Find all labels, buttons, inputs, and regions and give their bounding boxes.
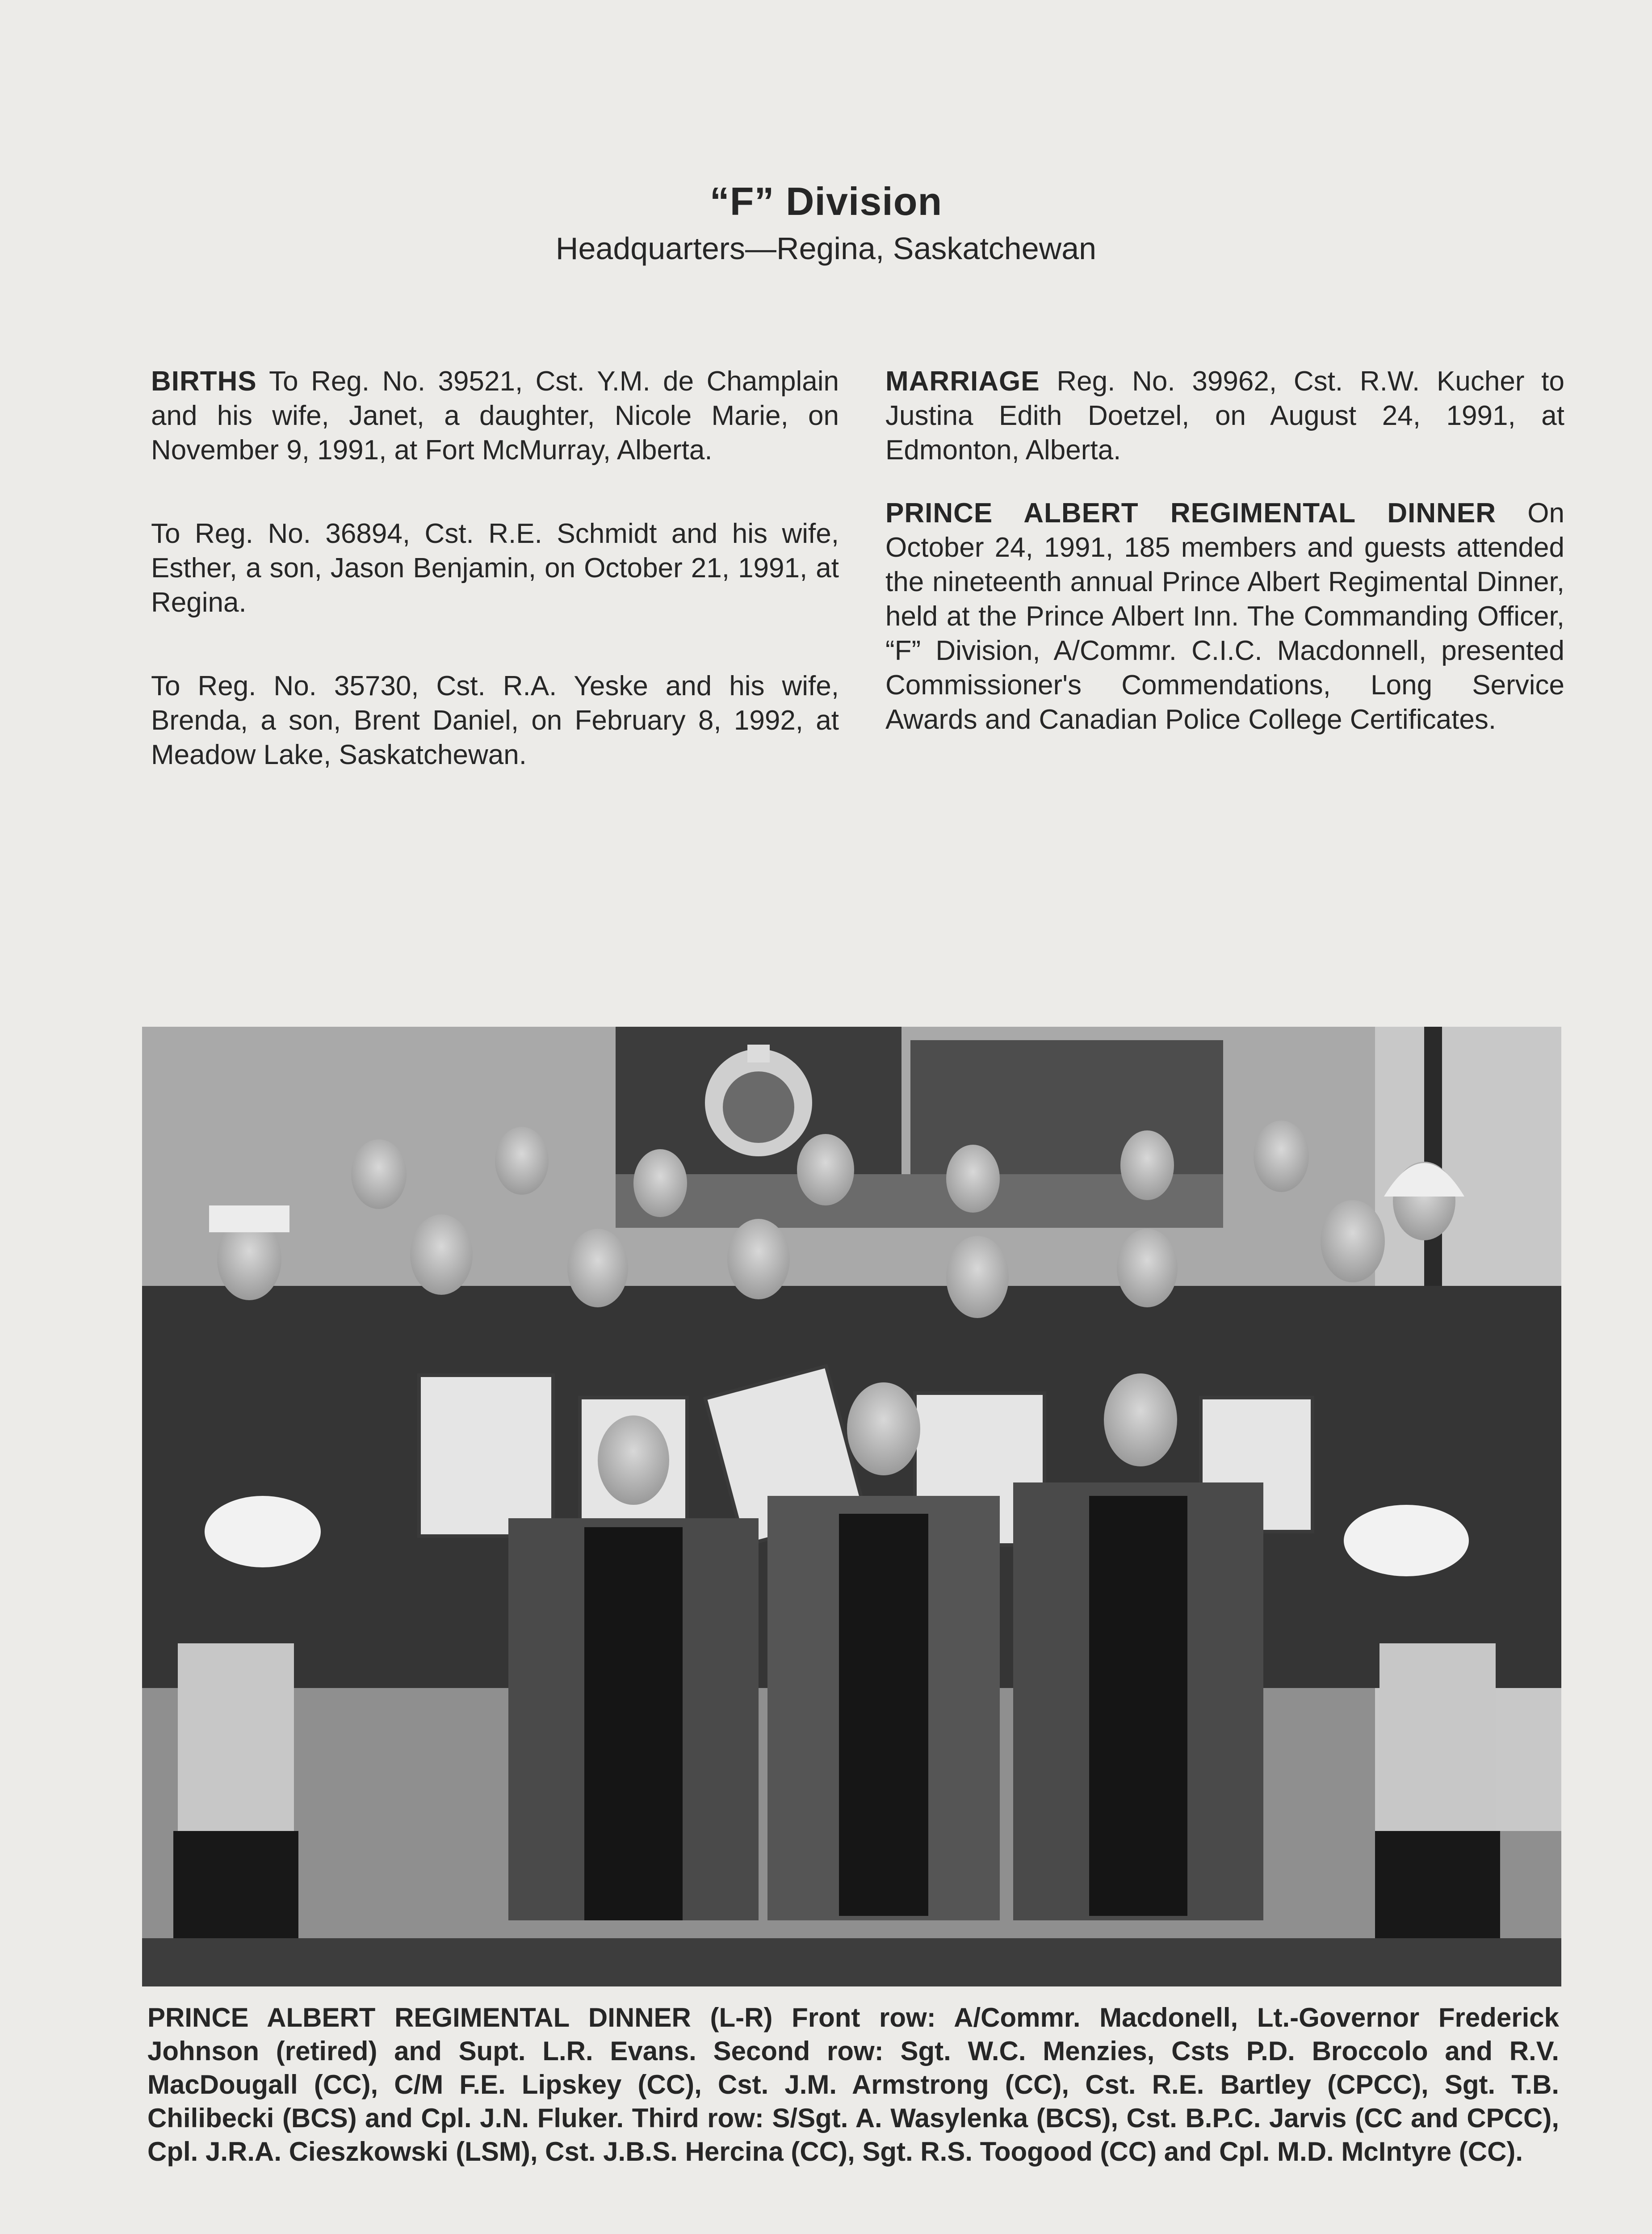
birth-entry: To Reg. No. 36894, Cst. R.E. Schmidt and his wife, Esther, a son, Jason Benjamin, on October 21, 1991, at Regina. bbox=[151, 518, 839, 618]
marriage-label: MARRIAGE bbox=[885, 366, 1040, 397]
group-photo bbox=[142, 1027, 1561, 1986]
front-row bbox=[508, 1373, 1263, 1920]
birth-text: To Reg. No. 39521, Cst. Y.M. de Champlain and his wife, Janet, a daughter, Nicole Marie, on November 9, 1991, at Fort McMurray, Alberta. bbox=[151, 366, 839, 466]
dinner-entry bbox=[885, 496, 1564, 737]
group-photo-illustration bbox=[142, 1027, 1561, 1986]
photo-caption: PRINCE ALBERT REGIMENTAL DINNER (L-R) Front row: A/Commr. Macdonell, Lt.-Governor Frederick Johnson (retired) and Supt. L.R. Evans. Second row: Sgt. W.C. Menzies, Csts P.D. Broccolo and R.V. MacDougall (CC), C/M F.E. Lipskey (CC), Cst. J.M. Armstrong (CC), Cst. R.E. Bartley (CPCC), Sgt. T.B. Chilibecki (BCS) and Cpl. J.N. Fluker. Third row: S/Sgt. A. Wasylenka (BCS), Cst. B.P.C. Jarvis (CC and CPCC), Cpl. J.R.A. Cieszkowski (LSM), Cst. J.B.S. Hercina (CC), Sgt. R.S. Toogood (CC) and Cpl. M.D. McIntyre (CC). bbox=[147, 2003, 1559, 2167]
births-label: BIRTHS bbox=[151, 366, 257, 397]
pillbox-cap bbox=[209, 1205, 289, 1232]
marriage-entry bbox=[885, 364, 1564, 467]
dinner-label: PRINCE ALBERT REGIMENTAL DINNER bbox=[885, 498, 1496, 529]
dinner-text: On October 24, 1991, 185 members and guests attended the nineteenth annual Prince Albert Regimental Dinner, held at the Prince Albert Inn. The Commanding Officer, “F” Division, A/Commr. C.I.C. Macdonnell, presented Commissioner's Commendations, Long Service Awards and Canadian Police College Certificates. bbox=[885, 498, 1564, 735]
marriage-text: Reg. No. 39962, Cst. R.W. Kucher to Justina Edith Doetzel, on August 24, 1991, at Edmonton, Alberta. bbox=[885, 366, 1564, 466]
birth-entry bbox=[151, 364, 839, 467]
page-subtitle: Headquarters—Regina, Saskatchewan bbox=[555, 231, 1097, 266]
news-column bbox=[885, 364, 1564, 765]
birth-entry: To Reg. No. 35730, Cst. R.A. Yeske and his wife, Brenda, a son, Brent Daniel, on February 8, 1992, at Meadow Lake, Saskatchewan. bbox=[151, 671, 839, 770]
page-title: “F” Division bbox=[709, 179, 943, 223]
births-column bbox=[151, 364, 839, 821]
page-header bbox=[0, 179, 1652, 266]
